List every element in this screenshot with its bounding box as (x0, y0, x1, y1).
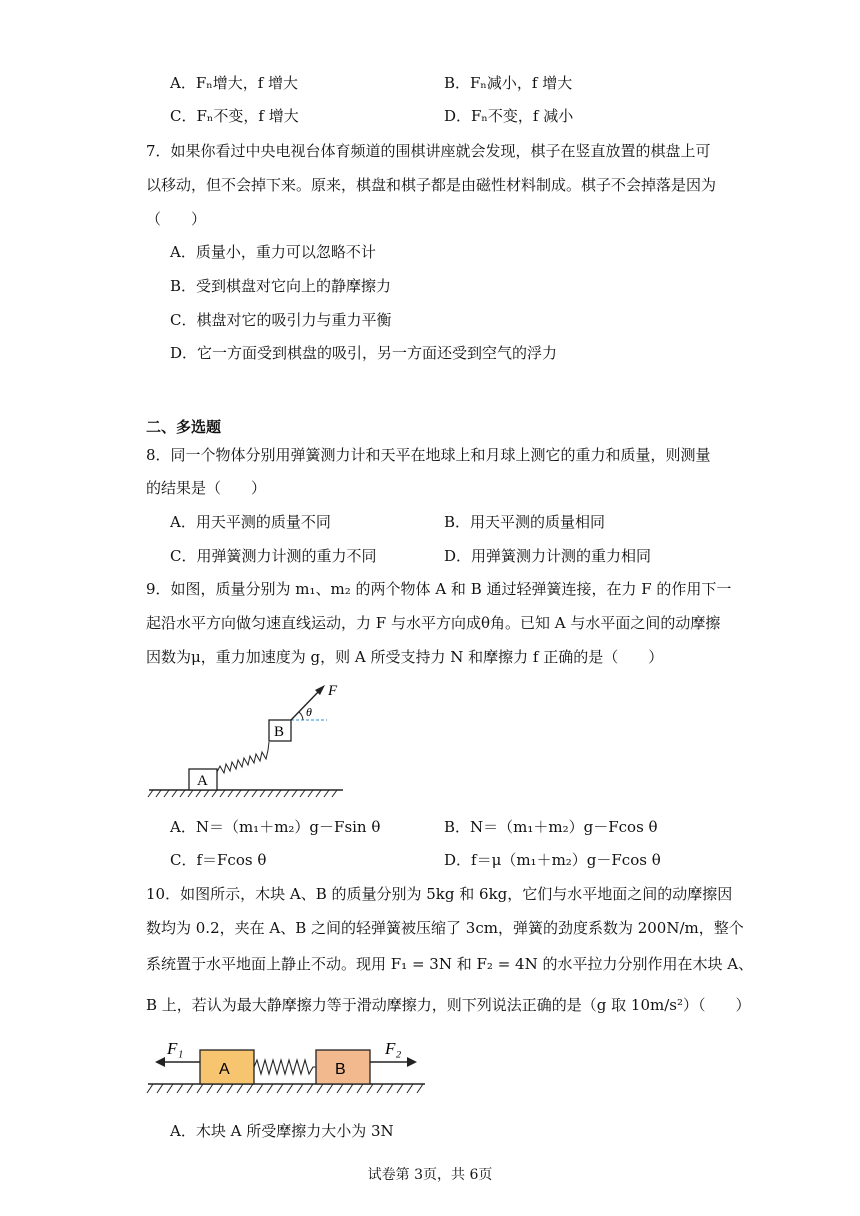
q8-option-b: B．用天平测的质量相同 (444, 513, 606, 531)
q6-option-c: C．Fₙ不变，f 增大 (170, 107, 299, 125)
q7-stem-line1: 7．如果你看过中央电视台体育频道的围棋讲座就会发现，棋子在竖直放置的棋盘上可 (146, 142, 711, 160)
q8-option-c: C．用弹簧测力计测的重力不同 (170, 547, 377, 565)
q9-angle-arc (299, 712, 303, 720)
q7-stem-line2: 以移动，但不会掉下来。原来，棋盘和棋子都是由磁性材料制成。棋子不会掉落是因为 (146, 176, 717, 194)
q10-stem-line2: 数均为 0.2，夹在 A、B 之间的轻弹簧被压缩了 3cm，弹簧的劲度系数为 200N/m，整个 (146, 919, 744, 937)
q9-label-b: B (274, 724, 285, 740)
q10-ground-hatch (147, 1084, 423, 1093)
q10-stem-line4: B 上，若认为最大静摩擦力等于滑动摩擦力，则下列说法正确的是（g 取 10m/s²）（ ） (146, 996, 751, 1014)
q8-stem-line2: 的结果是（ ） (146, 479, 267, 497)
q9-label-f: F (328, 683, 338, 699)
q8-stem-line1: 8．同一个物体分别用弹簧测力计和天平在地球上和月球上测它的重力和质量，则测量 (146, 446, 711, 464)
q10-stem-line1: 10．如图所示，木块 A、B 的质量分别为 5kg 和 6kg，它们与水平地面之间的动摩擦因 (146, 885, 733, 903)
q9-spring (217, 742, 269, 773)
q7-option-d: D．它一方面受到棋盘的吸引，另一方面还受到空气的浮力 (170, 344, 558, 362)
page-footer: 试卷第 3页，共 6页 (367, 1167, 493, 1183)
q10-force-f2-arrowhead (407, 1057, 417, 1067)
q10-force-f1-arrowhead (155, 1057, 165, 1067)
q8-option-a: A．用天平测的质量不同 (170, 513, 331, 531)
q9-stem-line2: 起沿水平方向做匀速直线运动，力 F 与水平方向成θ角。已知 A 与水平面之间的动摩擦 (146, 614, 721, 632)
q9-option-a: A．N＝（m₁＋m₂）g－Fsin θ (170, 818, 381, 836)
section-heading-multi-choice: 二、多选题 (146, 418, 222, 436)
q10-figure (145, 1032, 430, 1102)
q9-stem-line3: 因数为μ，重力加速度为 g，则 A 所受支持力 N 和摩擦力 f 正确的是（ ） (146, 648, 664, 666)
q9-option-b: B．N＝（m₁＋m₂）g－Fcos θ (444, 818, 658, 836)
q10-stem-line3: 系统置于水平地面上静止不动。现用 F₁ = 3N 和 F₂ = 4N 的水平拉力分别作用在木块 A、 (146, 955, 754, 973)
q9-stem-line1: 9．如图，质量分别为 m₁、m₂ 的两个物体 A 和 B 通过轻弹簧连接，在力 F 的作用下一 (146, 580, 732, 598)
q9-option-c: C．f＝Fcos θ (170, 851, 267, 869)
q10-option-a: A．木块 A 所受摩擦力大小为 3N (170, 1122, 394, 1140)
q6-option-b: B．Fₙ减小，f 增大 (444, 74, 573, 92)
q9-label-theta: θ (306, 705, 312, 719)
q6-option-a: A．Fₙ增大，f 增大 (170, 74, 299, 92)
q9-ground-hatch (148, 790, 337, 797)
q9-label-a: A (197, 773, 208, 789)
q8-option-d: D．用弹簧测力计测的重力相同 (444, 547, 652, 565)
q10-label-f1: F₁ (167, 1039, 184, 1058)
q10-label-b: B (335, 1061, 346, 1078)
q9-option-d: D．f＝μ（m₁＋m₂）g－Fcos θ (444, 851, 661, 869)
q7-stem-line3: （ ） (146, 210, 207, 228)
q7-option-a: A．质量小，重力可以忽略不计 (170, 243, 376, 261)
q7-option-c: C．棋盘对它的吸引力与重力平衡 (170, 311, 392, 329)
q10-spring (254, 1060, 316, 1074)
q9-figure (145, 680, 365, 800)
q10-label-a: A (219, 1061, 230, 1078)
q6-option-d: D．Fₙ不变，f 减小 (444, 107, 574, 125)
q10-label-f2: F₂ (385, 1039, 402, 1058)
q7-option-b: B．受到棋盘对它向上的静摩擦力 (170, 277, 392, 295)
